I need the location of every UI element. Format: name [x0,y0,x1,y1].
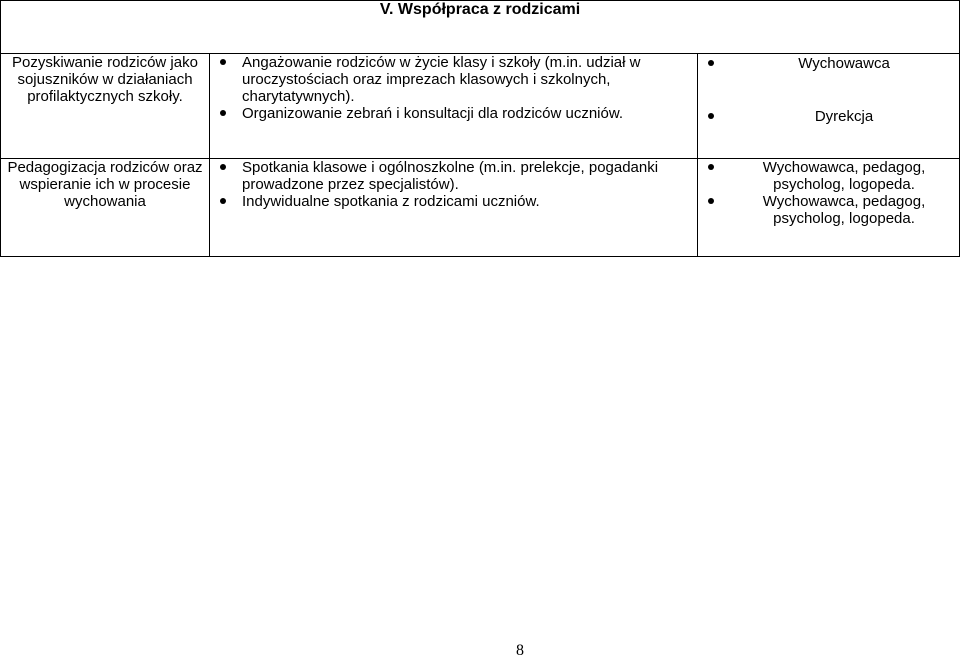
task-item: Angażowanie rodziców w życie klasy i szkoły (m.in. udział w uroczystościach oraz imprezach klasowych i szkolnych, charytatywnych). [210,54,697,105]
responsible-cell [698,54,960,159]
section-title: V. Współpraca z rodzicami [1,1,960,54]
goal-cell: Pedagogizacja rodziców oraz wspieranie ich w procesie wychowania [1,159,210,257]
page-number: 8 [516,642,524,659]
goal-cell: Pozyskiwanie rodziców jako sojuszników w działaniach profilaktycznych szkoły. [1,54,210,159]
task-item: Organizowanie zebrań i konsultacji dla rodziców uczniów. [210,105,697,122]
responsible-cell [698,159,960,257]
cooperation-table [0,0,960,257]
tasks-cell [210,54,698,159]
table-row [1,159,960,257]
responsible-item: Wychowawca, pedagog, psycholog, logopeda. [698,159,959,193]
responsible-item: Wychowawca, pedagog, psycholog, logopeda. [698,193,959,227]
task-list [210,54,697,122]
task-item: Spotkania klasowe i ogólnoszkolne (m.in. prelekcje, pogadanki prowadzone przez specjalistów). [210,159,697,193]
section-header-row [1,1,960,54]
tasks-cell [210,159,698,257]
task-list [210,159,697,210]
task-item: Indywidualne spotkania z rodzicami uczniów. [210,193,697,210]
table-row [1,54,960,159]
responsible-item: Wychowawca [698,55,959,72]
responsible-item: Dyrekcja [698,108,959,125]
responsible-list [698,159,959,227]
responsible-list [698,55,959,125]
